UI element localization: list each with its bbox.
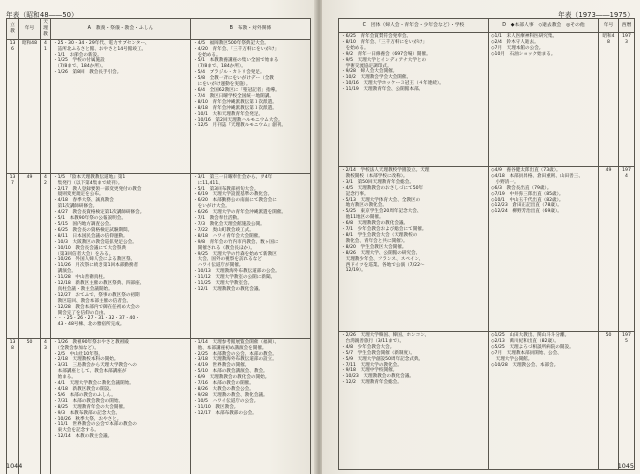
- cell-col-a: ・1/5 『陰本天理教教伝道地』第1 集発行（以下第4集まで続刊）。 ・2/17 教人登録要領一部変更発付の教会 規則変更規定を公布。 ・4/18 春季大祭、誠真教会 第1次講師研修会。 ・4/27 教会長資格検定第1次講師研修会。 ・5/1 本教90年祭の公報説明会。 ・5/15 国内地方調査公会。 ・6/25 教会長の資格検定試験期間。 ・8/11 日本国民会議の信仰運動。 ・10/3 大阪教区の教会巡拡発足公会。 ・10/10 教会長会議にて大会祭典 （第3回信者大会）をみる。 ・10/26 外国人婦人会による教区祭。 ・11/26 月次祭に続き第1回本部勤務者 講演会。 ・11/28 中山善衛真柱。 ・12/18 新教区主催の教区祭典、四部座、 真柱会議・教主会議開始。 ・12/27 おてふで、祭事の教区祭の初期 教区巡回、教会本部主催の信者会。 ・12/28 教会本部内で御在任初め大会の 開会完了を信仰の自由。 ・・・25・26・27・31・32・37・40・ 43・48号棟、北の雅宿所完成。: [51, 173, 191, 338]
- cell-age: 42: [41, 173, 51, 338]
- cell-west-year: 1975: [619, 332, 635, 470]
- cell-year: 49: [19, 173, 41, 338]
- cell-age: 43: [41, 338, 51, 474]
- header-age: 天理教: [41, 19, 51, 40]
- table-row: [7, 39, 311, 173]
- cell-col-b: ・3/1 第三一日曜奉仕会から、ヲ4年 に11,411、 ・5/1 第3回布教部初旬大会。 ・6/19 天理大学設置基準の教化会。 ・6/20 本部勤務公の南面にて教会会に をいがけ大会。 ・6/26 天理大学の青年会沖縄派遣を開催。 ・7/1 教会奉仕活動。 ・7/3 教化会天理会館施設公開。 ・7/22 奥山町教会竣工式。 ・8/18 ハワイ青年会大会開催。 ・9/8 青年会の竹内市内教会、数ヶ国に 開催される（教会長ほか）。 ・9/25 天理大学の竹森を始めて新教区 大会、国外の視察を訪れるなど ハワイ伝道庁が開催。 ・10/13 天理教海外布教伝道部の公会。 ・11/12 天理大学教室の公開に新聞。 ・11/25 天理大学教室会。 ・12/1 天理教教会の教化会議。: [191, 173, 311, 338]
- page-number-left: 1044: [6, 462, 23, 470]
- cell-no: 138: [7, 338, 19, 474]
- table-row: [339, 332, 635, 470]
- cell-west-year: 1973: [619, 33, 635, 167]
- cell-year: 50: [19, 338, 41, 474]
- table-row: [339, 167, 635, 332]
- cell-col-b: ・4/5 福岡教区500年祭典記大会。 ・4/20 青年会、「三千万軒にをいがけ」 を始める。 ・5/1 本教教養講座の集い全国で始まる （7/8まで、184か所）。 ・5/4 ブラジル・カトリ会発足。 ・5/8 全教一斉にをいがけデー（全教 にをいがけ運動を実施）。 ・6/4 全国62教区に「聖冠記者」指導。 ・7/4 教区日曜学校全国統一地開講。 ・8/10 青年会沖縄派教伝第１次派遣。 ・8/18 青年会沖縄派教伝第１次派遣。 ・10/1 大和天理教青年会発足。 ・10/16 第2回天理教ハルモニウム大会。 ・12/5 月刊誌『天理教ルモニウム』創刊。: [191, 39, 311, 173]
- table-row: [7, 173, 311, 338]
- cell-col-d: ◇1/1 未人医療神科医研究集。 ◇2/4 鈴木守人逝去。 ◇7月 天理本館の公会。 ◇10月 石油ショック始まる。: [489, 33, 599, 167]
- table-header-row: [339, 19, 635, 33]
- header-year: 年号: [19, 19, 41, 40]
- running-head-left: 年表（昭和48――50）: [6, 11, 78, 19]
- cell-col-c: ・2/14 学校法人天理教校学園設立。天理 教校開校（本部学校に改称）。 ・3/1 第50回天理教青年会総会。 ・4/5 天理教教会のおさしづにて50年 記念行事。 ・5/13 天理大学体育大会、全教区の 地方教区の教化会。 ・5/25 東京学生会20周年記念大会、 他11地区の開催。 ・6/8 天理教教会の教化会議。 ・7/1 少年会教会および総会にて開催。 ・8/1 学生会教会大会（天理教校の 教化会、青年会と共に開催）。 ・8/20 学生会教区大会開催。 ・8/26 天理大学、公開館の研究会、 天理教少年会、フランス、スペイン、 西ドイツを巡業。各地で公演（7/22〜 12/19）。: [339, 167, 489, 332]
- left-page: [0, 0, 316, 474]
- header-col-b: B 布教・対外関係: [191, 19, 311, 40]
- running-head-right: 年表（1973――1975）: [558, 11, 634, 19]
- header-col-d: D ◆本部人事 ◇逝去教会 ◎その他: [489, 19, 599, 33]
- page-number-right: 1045: [617, 462, 634, 470]
- header-col-c: C 団体（婦人会・青年会・少年会など）・学校: [339, 19, 489, 33]
- cell-year: 昭和48: [19, 39, 41, 173]
- header-year-label: 年号: [599, 19, 619, 33]
- chronology-table-left: [6, 18, 311, 474]
- table-row: [339, 33, 635, 167]
- cell-col-d: ◇1/25 山田大教出、関山斗斗分離。 ◇2/13 萬川紀和出直（82歳）。 ◇5/25 天理よろづ相談所病院の開設。 ◇7月 天理教本部員開始、公会、 天理大学公開館。 ◇10/28 天理教公会、本部会。: [489, 332, 599, 470]
- header-col-a: A 教義・祭儀・教会・ふしん: [51, 19, 191, 40]
- cell-year: 49: [599, 167, 619, 332]
- cell-col-d: ◇4/9 養谷健太郎出直（73歳）。 ◇4/18 本部員昇格、倉田重則、山田善三、 小野清一。 ◇6/3 教会長出直（79歳）。 ◇7/19 中井弥三郎出直（85歳）。 ◇10/1 中山玉千代出直（82歳）。 ◇12/23 倉田正記出直（78歳）。 ◇12/24 柳野芳治出直（69歳）。: [489, 167, 599, 332]
- cell-col-a: ・1/26 教祖90年祭おやさと教祖殿 （全教会参加など）。 ・2/5 中山壮10年祭。 ・2/18 天理教校本科の開始。 ・3/31 三島教会から天理大学教会への 本部講座として、教会本部講座が 始まる。 ・4/1 天理大学教会に教化会議開始。 ・4/18 新教区教会の開設。 ・5/6 本部の教会のふしん。 ・7/31 本部の教会教会の開始。 ・8/25 天理教青年会の大会開催。 ・9/3 本教布教部の記念大会。 ・10/26 秋季大祭、おやさと。 ・11/1 世界教会の公会で本部の教会の 東大会を記念する。 ・12/14 本教の教主会議。: [51, 338, 191, 474]
- table-header-row: [7, 19, 311, 40]
- right-page: [322, 0, 640, 474]
- cell-no: 137: [7, 173, 19, 338]
- table-row: [7, 338, 311, 474]
- cell-no: 136: [7, 39, 19, 173]
- cell-col-c: ・6/25 青年会賞賛符会発奉会。 ・8/10 青年会、「三千万軒にをいがけ」 を始める。 ・9/2 青年一日修養会（697会場）開催。 ・9/5 天理大学とインディアナ大学との 学術交流協定調印式。 ・9/28 婦人会大会開催。 ・10/2 天理教会学会大会開催。 ・10/16 天理大学ホッケー３冠王（４年連続）。 ・11/19 天理教青年会、公開館本部。: [339, 33, 489, 167]
- chronology-table-right: [338, 18, 635, 470]
- cell-year: 50: [599, 332, 619, 470]
- cell-col-c: ・2/26 天理大学韓国、韓国、ホンコン、 台湾親善旅行（3/11まで）。 ・4/8 少年会教会大会。 ・5/7 学生会教会開催（新制度）。 ・5/9 天理大学創設50周年記念式典。 ・7/11 天理大学の教化会。 ・9/18 天理中学校開催。 ・10/23 天理教教会の教化会議。 ・12/2 天理教青年会総会。: [339, 332, 489, 470]
- cell-west-year: 1974: [619, 167, 635, 332]
- cell-year: 昭和48: [599, 33, 619, 167]
- cell-age: 41: [41, 39, 51, 173]
- header-west: 西暦: [619, 19, 635, 33]
- cell-col-b: ・1/14 天理参考館展覧会開催（福岡）、 他、本部講座初め講演会を開催。 ・2/25 本部教会の公会、本部の教会。 ・3/18 天理教海外布教伝道部の設立。 ・4/19 世界教会の開催。 ・5/10 本部の教会講演会、教会。 ・6/9 天理教教会の教化会の開始。 ・7/16 本部の教会の開催。 ・8/26 大教会の教会公会。 ・9/28 天理教の教会、教化会議。 ・10/5 ハワイ伝道庁の公会。 ・11/10 教区教会。 ・12/17 本部布教部の公会。: [191, 338, 311, 474]
- header-no: 立教: [7, 19, 19, 40]
- cell-col-a: ・25・30・34・29年代、電力サブセンター、 詰所北ふるさと館、おやさと14号館竣工。 ・1/1 お節会の新設。 ・1/25 学校の付属施設 （7/8まで、184か所）。 ・1/26 第8回 教会長手引会。: [51, 39, 191, 173]
